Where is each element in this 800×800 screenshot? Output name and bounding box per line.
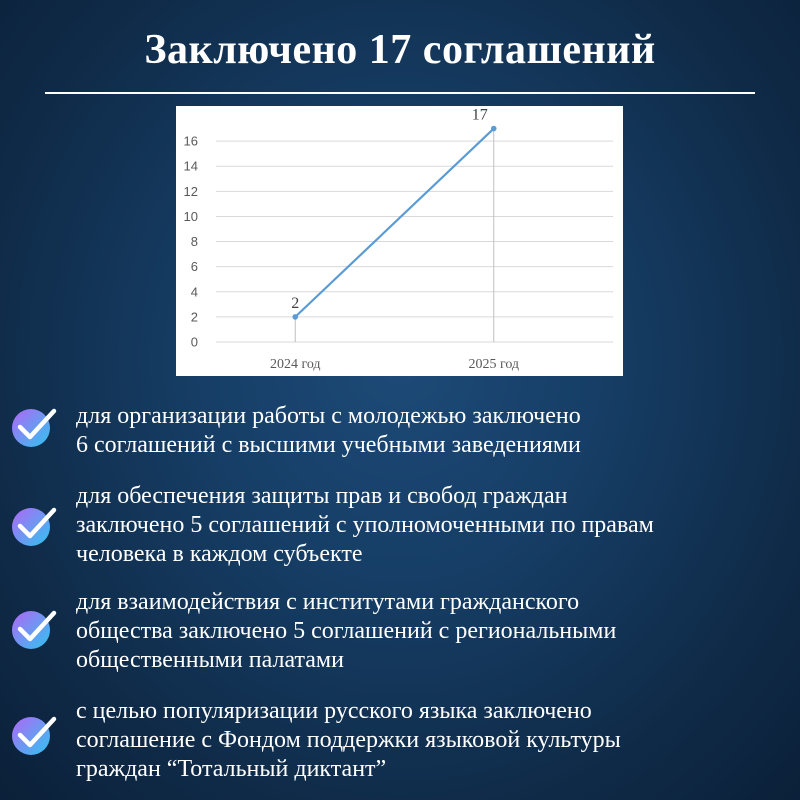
list-item-text: с целью популяризации русского языка заключено соглашение с Фондом поддержки языковой культуры граждан “Тотальный диктант” <box>76 698 621 782</box>
check-badge-circle <box>12 409 50 447</box>
data-label: 17 <box>471 106 488 124</box>
y-tick-label: 16 <box>183 133 198 149</box>
y-tick-label: 8 <box>190 234 198 250</box>
y-tick-label: 2 <box>190 309 198 325</box>
x-tick-label: 2024 год <box>269 357 321 372</box>
list-item-text: для взаимодействия с институтами гражданского общества заключено 5 соглашений с региональными общественными палатами <box>76 589 617 673</box>
check-badge-icon <box>10 502 58 550</box>
list-item-text: для обеспечения защиты прав и свобод граждан заключено 5 соглашений с уполномоченными по правам человека в каждом субъекте <box>76 483 654 567</box>
y-tick-label: 10 <box>183 208 198 224</box>
y-tick-label: 6 <box>190 259 198 275</box>
list-item-text: для организации работы с молодежью заключено 6 соглашений с высшими учебными заведениями <box>76 403 581 458</box>
check-badge-icon <box>10 711 58 759</box>
y-tick-label: 12 <box>183 183 198 199</box>
check-badge-icon <box>10 403 58 451</box>
y-tick-label: 4 <box>190 284 198 300</box>
y-tick-label: 0 <box>190 334 198 350</box>
y-tick-label: 14 <box>183 158 198 174</box>
check-badge-circle <box>12 611 50 649</box>
page-title: Заключено 17 соглашений <box>144 27 656 73</box>
check-badge-icon <box>10 605 58 653</box>
x-tick-label: 2025 год <box>468 357 520 372</box>
check-badge-circle <box>12 508 50 546</box>
data-label: 2 <box>291 294 300 312</box>
check-badge-circle <box>12 717 50 755</box>
